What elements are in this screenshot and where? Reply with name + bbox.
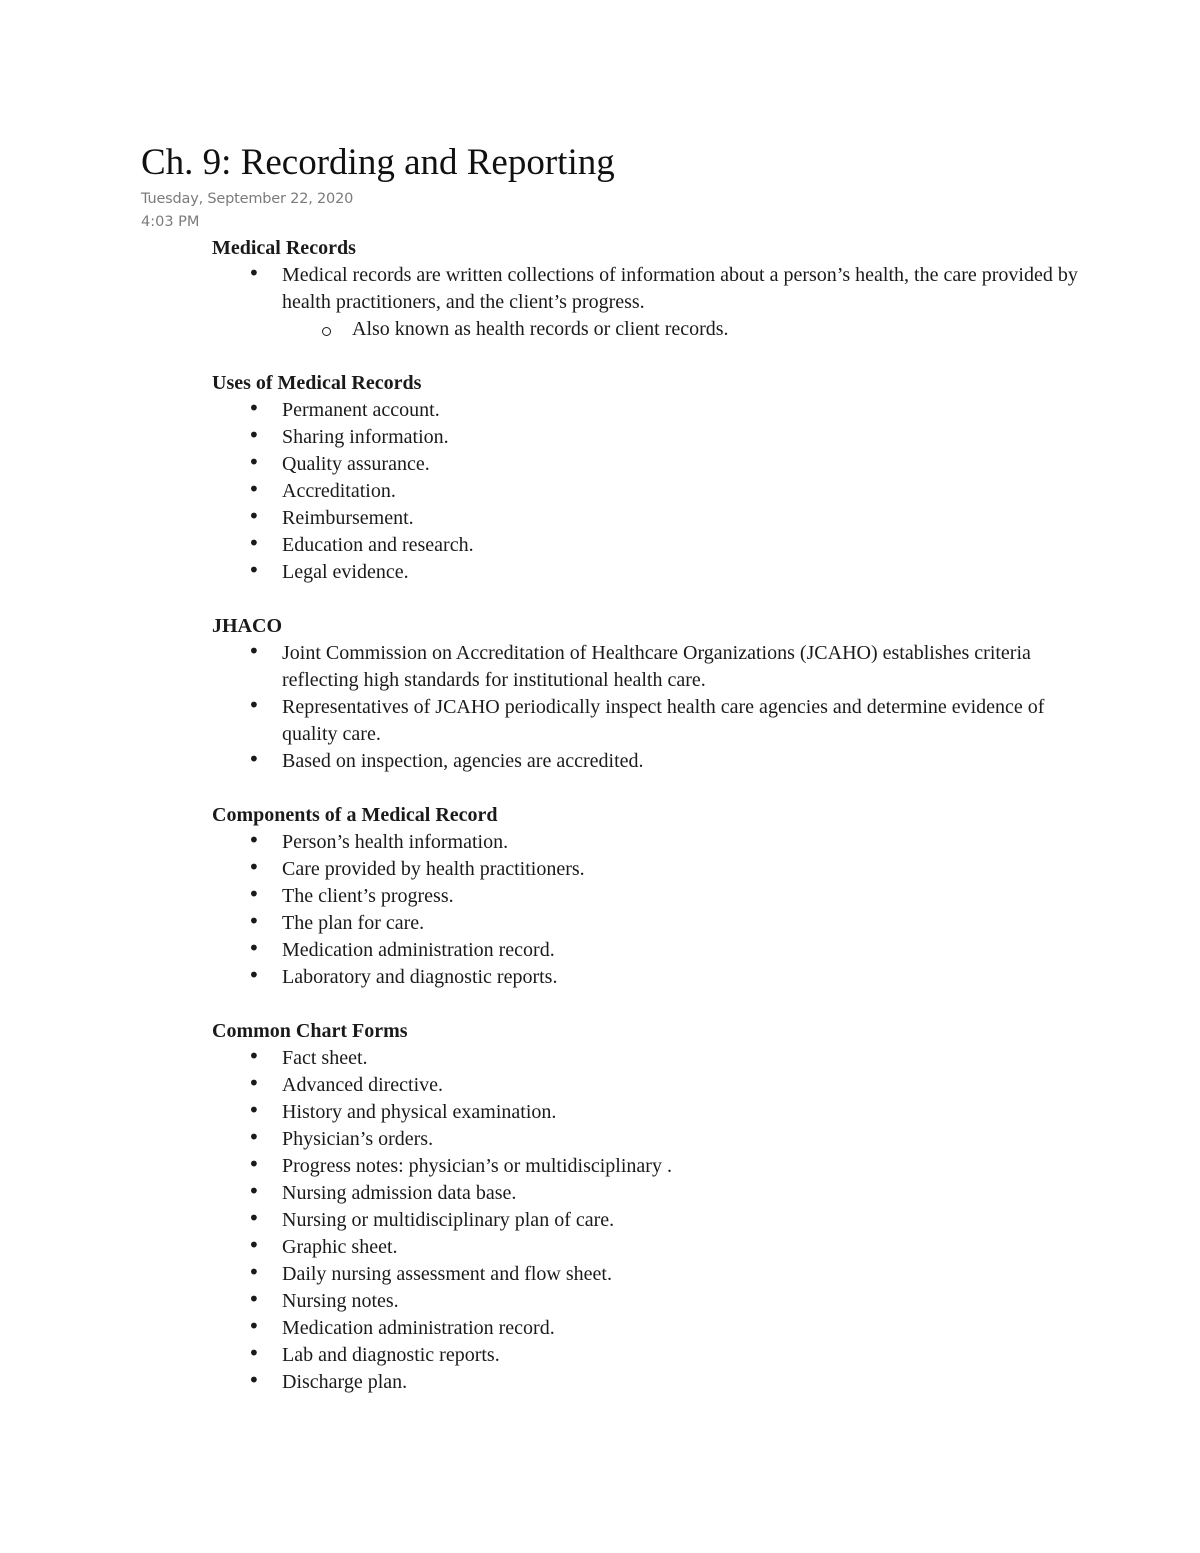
bullet-icon: •: [248, 1098, 260, 1122]
bullet-icon: •: [248, 261, 260, 285]
list-item-text: Care provided by health practitioners.: [282, 858, 585, 880]
list-item: [212, 964, 1092, 991]
list-item: [212, 1315, 1092, 1342]
list-item: [212, 424, 1092, 451]
bullet-icon: •: [248, 450, 260, 474]
list-item: [212, 1180, 1092, 1207]
list-item-text: Sharing information.: [282, 426, 449, 448]
list-item: [212, 1261, 1092, 1288]
list-item: [212, 748, 1092, 775]
list-item: [212, 694, 1092, 748]
list-item-text: Based on inspection, agencies are accredited.: [282, 750, 644, 772]
list-item: [212, 1342, 1092, 1369]
note-time: 4:03 PM: [141, 214, 200, 230]
list-item: [212, 1288, 1092, 1315]
bullet-icon: •: [248, 1341, 260, 1365]
sub-list-item: [282, 316, 1092, 343]
list-item-text: Permanent account.: [282, 399, 440, 421]
list-item: [212, 262, 1092, 343]
bullet-icon: •: [248, 1179, 260, 1203]
list-item: [212, 532, 1092, 559]
list-item: [212, 559, 1092, 586]
section-heading: Uses of Medical Records: [212, 372, 422, 394]
list-item-text: Graphic sheet.: [282, 1236, 398, 1258]
bullet-icon: •: [248, 1206, 260, 1230]
list-item-text: Quality assurance.: [282, 453, 430, 475]
bullet-icon: •: [248, 1287, 260, 1311]
list-item-text: Joint Commission on Accreditation of Healthcare Organizations (JCAHO) establishes criteria reflecting high standards for institutional health care.: [282, 642, 1031, 691]
list-item-text: The client’s progress.: [282, 885, 454, 907]
list-item: [212, 856, 1092, 883]
list-item: [212, 883, 1092, 910]
bullet-icon: •: [248, 1071, 260, 1095]
section-common-chart-forms: [212, 1018, 1092, 1396]
bullet-icon: •: [248, 693, 260, 717]
list-item-text: Reimbursement.: [282, 507, 414, 529]
list-item: [212, 937, 1092, 964]
list-item: [212, 1234, 1092, 1261]
section-components-of-a-medical-record: [212, 802, 1092, 991]
bullet-icon: •: [248, 1314, 260, 1338]
bullet-icon: •: [248, 855, 260, 879]
bullet-icon: •: [248, 882, 260, 906]
list-item-text: Legal evidence.: [282, 561, 409, 583]
list-item-text: The plan for care.: [282, 912, 425, 934]
note-body: [212, 235, 1092, 1423]
list-item-text: Advanced directive.: [282, 1074, 444, 1096]
list-item: [212, 478, 1092, 505]
section-jhaco: [212, 613, 1092, 775]
section-uses-of-medical-records: [212, 370, 1092, 586]
bullet-list: [212, 1045, 1092, 1396]
bullet-icon: •: [248, 936, 260, 960]
list-item-text: Person’s health information.: [282, 831, 509, 853]
list-item-text: Progress notes: physician’s or multidisciplinary .: [282, 1155, 672, 1177]
bullet-list: [212, 829, 1092, 991]
list-item-text: Nursing notes.: [282, 1290, 399, 1312]
list-item-text: Laboratory and diagnostic reports.: [282, 966, 558, 988]
section-heading: Medical Records: [212, 237, 356, 259]
bullet-icon: •: [248, 1152, 260, 1176]
section-medical-records: [212, 235, 1092, 343]
bullet-icon: •: [248, 963, 260, 987]
list-item: [212, 451, 1092, 478]
list-item-text: Representatives of JCAHO periodically inspect health care agencies and determine evidence of quality care.: [282, 696, 1045, 745]
list-item-text: Physician’s orders.: [282, 1128, 434, 1150]
sub-list-item-text: Also known as health records or client records.: [352, 318, 729, 340]
list-item: [212, 640, 1092, 694]
page-title: Ch. 9: Recording and Reporting: [141, 142, 615, 183]
list-item-text: Discharge plan.: [282, 1371, 408, 1393]
list-item: [212, 1126, 1092, 1153]
list-item: [212, 505, 1092, 532]
bullet-icon: •: [248, 504, 260, 528]
list-item-text: Nursing or multidisciplinary plan of care.: [282, 1209, 615, 1231]
list-item-text: Lab and diagnostic reports.: [282, 1344, 500, 1366]
list-item: [212, 1369, 1092, 1396]
list-item: [212, 397, 1092, 424]
section-heading: JHACO: [212, 615, 282, 637]
list-item-text: Fact sheet.: [282, 1047, 368, 1069]
list-item: [212, 1045, 1092, 1072]
bullet-icon: •: [248, 1260, 260, 1284]
section-heading: Components of a Medical Record: [212, 804, 498, 826]
list-item-text: History and physical examination.: [282, 1101, 557, 1123]
list-item: [212, 1153, 1092, 1180]
bullet-icon: •: [248, 396, 260, 420]
bullet-icon: •: [248, 1368, 260, 1392]
bullet-icon: •: [248, 828, 260, 852]
note-date: Tuesday, September 22, 2020: [141, 191, 354, 207]
list-item: [212, 910, 1092, 937]
bullet-list: [212, 397, 1092, 586]
bullet-icon: •: [248, 1044, 260, 1068]
list-item-text: Medical records are written collections of information about a person’s health, the care provided by health practitioners, and the client’s progress.: [282, 264, 1078, 313]
list-item-text: Nursing admission data base.: [282, 1182, 517, 1204]
list-item-text: Medication administration record.: [282, 939, 555, 961]
list-item-text: Accreditation.: [282, 480, 396, 502]
bullet-icon: •: [248, 747, 260, 771]
bullet-icon: •: [248, 1233, 260, 1257]
section-heading: Common Chart Forms: [212, 1020, 408, 1042]
list-item: [212, 1207, 1092, 1234]
hollow-bullet-icon: [322, 327, 331, 336]
bullet-icon: •: [248, 639, 260, 663]
bullet-icon: •: [248, 558, 260, 582]
list-item: [212, 1072, 1092, 1099]
bullet-list: [212, 640, 1092, 775]
bullet-list: [212, 262, 1092, 343]
bullet-icon: •: [248, 1125, 260, 1149]
bullet-icon: •: [248, 909, 260, 933]
bullet-icon: •: [248, 477, 260, 501]
bullet-icon: •: [248, 423, 260, 447]
list-item-text: Medication administration record.: [282, 1317, 555, 1339]
list-item: [212, 829, 1092, 856]
list-item-text: Education and research.: [282, 534, 474, 556]
bullet-icon: •: [248, 531, 260, 555]
list-item: [212, 1099, 1092, 1126]
list-item-text: Daily nursing assessment and flow sheet.: [282, 1263, 612, 1285]
sub-list: [282, 316, 1092, 343]
